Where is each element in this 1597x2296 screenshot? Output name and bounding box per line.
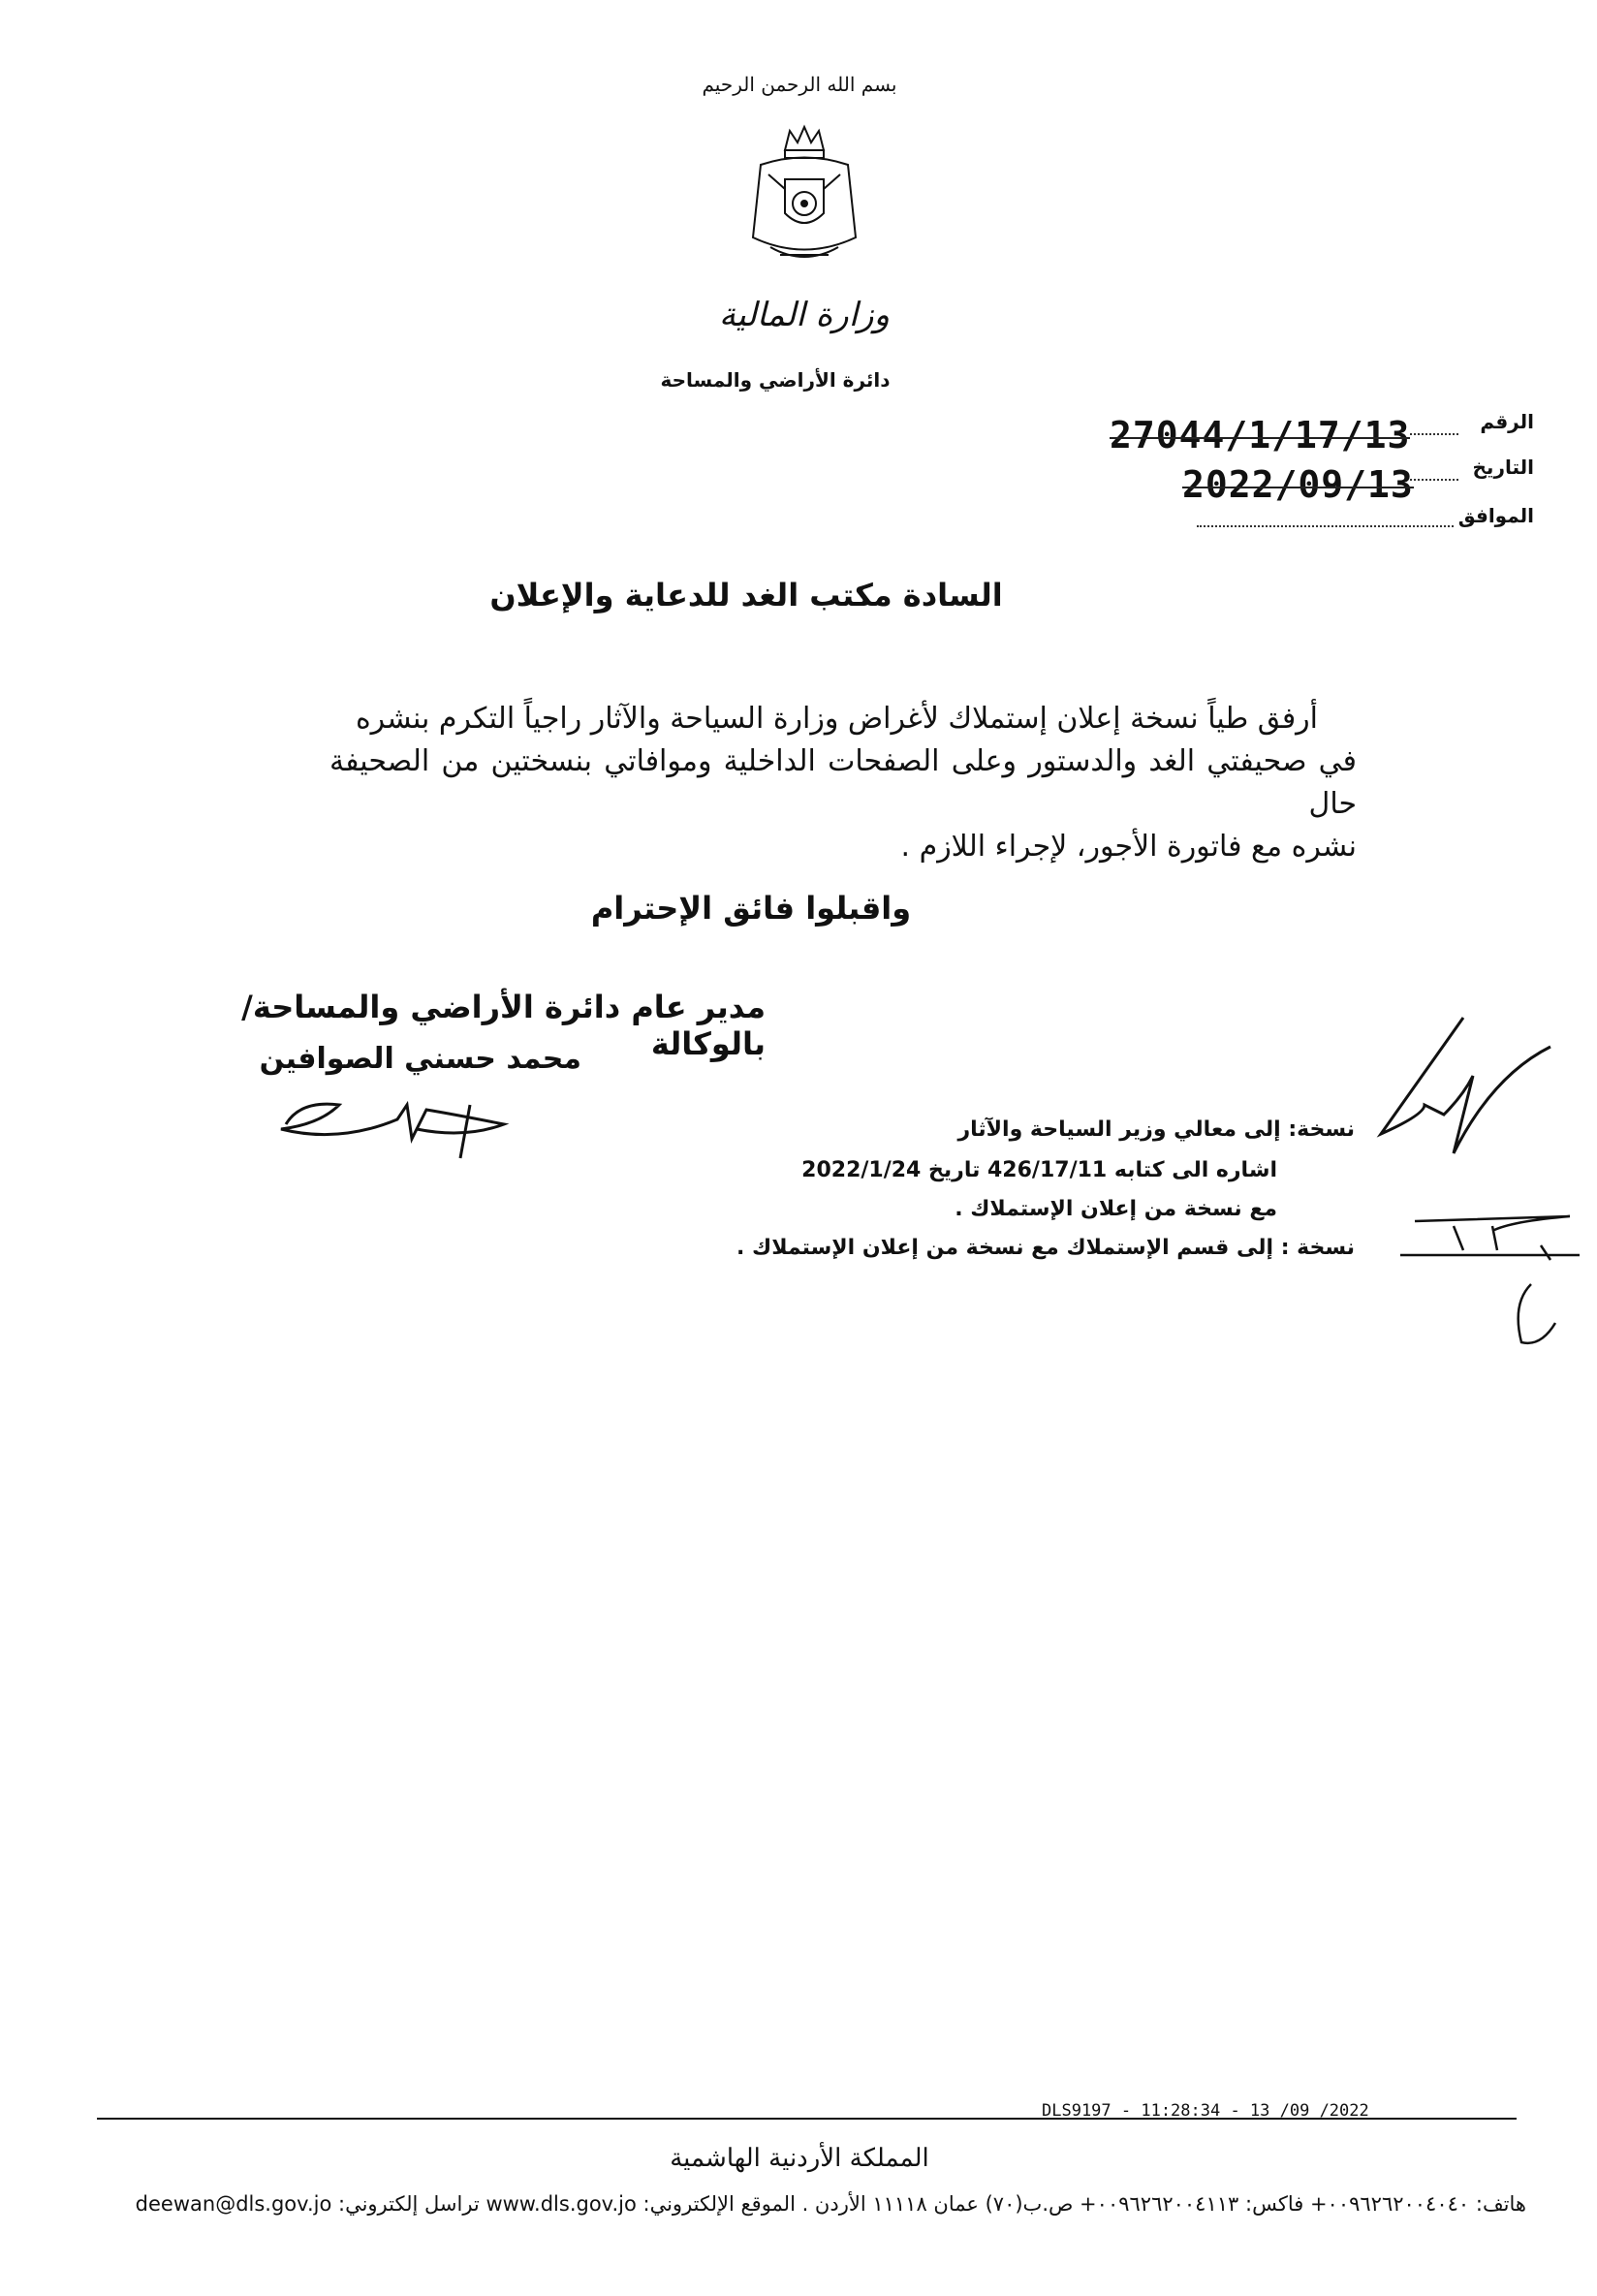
system-stamp: DLS9197 - 11:28:34 - 13 /09 /2022 [1042,2101,1369,2121]
reference-number-value [1110,414,1410,456]
initials-mark [1366,1008,1560,1163]
kingdom-name: المملكة الأردنية الهاشمية [670,2144,929,2173]
body-line-1: أرفق طياً نسخة إعلان إستملاك لأغراض وزارة السياحة والآثار راجياً التكرم بنشره [355,702,1318,736]
cc1-line-1: نسخة: إلى معالي وزير السياحة والآثار [957,1117,1355,1142]
cc1-line-3: مع نسخة من إعلان الإستملاك . [955,1197,1277,1221]
reference-hijri-label: الموافق [1457,504,1534,527]
addressee-line: السادة مكتب الغد للدعاية والإعلان [489,577,1003,613]
coat-of-arms-emblem [741,121,867,271]
cc1-line-2: اشاره الى كتابه 426/17/11 تاريخ 2022/1/24 [801,1158,1277,1182]
reference-date-dots [1410,479,1458,481]
reference-date-value [1182,463,1414,506]
letter-body [329,698,1357,868]
body-line-3: نشره مع فاتورة الأجور، لإجراء اللازم . [900,830,1357,864]
contact-info: هاتف: ٠٠٩٦٢٦٢٠٠٤٠٤٠+ فاكس: ٠٠٩٦٢٦٢٠٠٤١١٣+ ص.ب(٧٠) عمان ١١١١٨ الأردن . الموقع الإلكتروني: www.dls.gov.jo تراسل إلكتروني: deewan@dls.gov.jo [135,2192,1526,2216]
signatory-title: مدير عام دائرة الأراضي والمساحة/بالوكالة [241,989,766,1062]
reference-number-dots [1410,433,1458,435]
department-name: دائرة الأراضي والمساحة [660,368,891,392]
initials-mark-2 [1395,1207,1589,1362]
reference-date-label: التاريخ [1472,456,1534,479]
body-line-2: في صحيفتي الغد والدستور وعلى الصفحات الداخلية وموافاتي بنسختين من الصحيفة حال [329,744,1357,821]
signatory-name: محمد حسني الصوافين [259,1042,581,1076]
reference-date-text: 2022/09/13 [1182,463,1414,506]
footer-divider [97,2118,1517,2120]
closing-salutation: واقبلوا فائق الإحترام [590,890,912,927]
ministry-name: وزارة المالية [719,296,890,334]
cc2-line: نسخة : إلى قسم الإستملاك مع نسخة من إعلان الإستملاك . [736,1236,1355,1260]
basmala: بسم الله الرحمن الرحيم [702,73,897,96]
reference-number-text: 27044/1/17/13 [1110,414,1411,456]
reference-hijri-dots [1197,525,1454,527]
signature-mark [271,1085,523,1163]
reference-number-label: الرقم [1480,410,1534,433]
